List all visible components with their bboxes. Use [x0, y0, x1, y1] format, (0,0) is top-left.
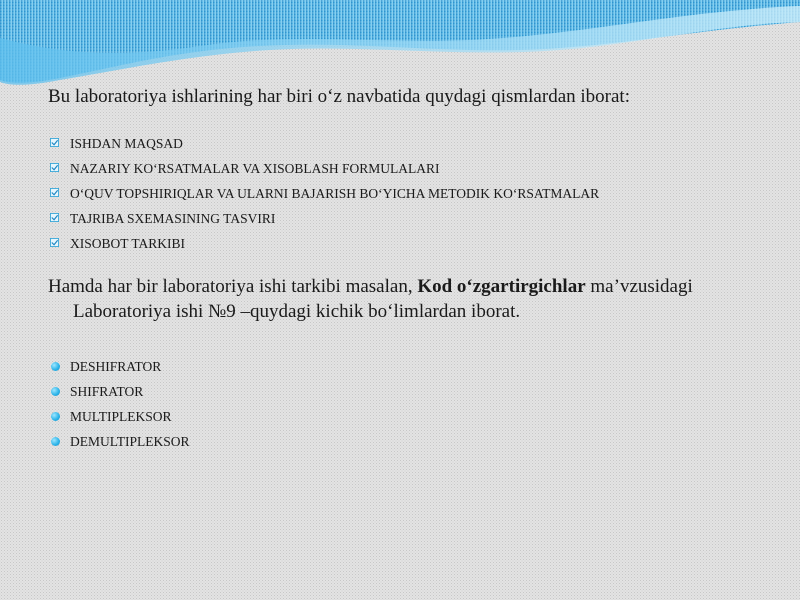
- round-bullet-icon: [51, 387, 60, 396]
- list-item-text: DESHIFRATOR: [70, 359, 162, 374]
- subsections-list: [48, 358, 748, 450]
- round-bullet-icon: [51, 362, 60, 371]
- list-item: [48, 408, 748, 425]
- list-item: [48, 235, 748, 252]
- list-item-text: SHIFRATOR: [70, 384, 144, 399]
- second-paragraph-end: ma’vzusidagi Laboratoriya ishi №9 –quydagi kichik bo‘limlardan iborat.: [73, 276, 693, 322]
- list-item: [48, 433, 748, 450]
- wave-header-decoration: [0, 0, 800, 90]
- checkbox-bullet-icon: [50, 213, 59, 222]
- list-item: [48, 383, 748, 400]
- checkbox-bullet-icon: [50, 188, 59, 197]
- round-bullet-icon: [51, 412, 60, 421]
- checkbox-bullet-icon: [50, 163, 59, 172]
- list-item: [48, 185, 748, 202]
- sections-list: [48, 135, 748, 252]
- list-item: [48, 135, 748, 152]
- second-paragraph-start: Hamda har bir laboratoriya ishi tarkibi masalan,: [48, 276, 418, 297]
- list-item-text: XISOBOT TARKIBI: [70, 236, 186, 251]
- list-item: [48, 210, 748, 227]
- list-item-text: O‘QUV TOPSHIRIQLAR VA ULARNI BAJARISH BO‘YICHA METODIK KO‘RSATMALAR: [70, 186, 600, 201]
- round-bullet-icon: [51, 437, 60, 446]
- list-item-text: TAJRIBA SXEMASINING TASVIRI: [70, 211, 276, 226]
- topic-bold-text: Kod o‘zgartirgichlar: [417, 276, 586, 297]
- list-item: [48, 358, 748, 375]
- second-paragraph: [48, 274, 748, 324]
- slide-content: [48, 84, 748, 458]
- checkbox-bullet-icon: [50, 238, 59, 247]
- list-item-text: MULTIPLEKSOR: [70, 409, 172, 424]
- intro-paragraph: Bu laboratoriya ishlarining har biri o‘z navbatida quydagi qismlardan iborat:: [48, 86, 630, 107]
- checkbox-bullet-icon: [50, 138, 59, 147]
- list-item-text: ISHDAN MAQSAD: [70, 136, 183, 151]
- list-item-text: NAZARIY KO‘RSATMALAR VA XISOBLASH FORMULALARI: [70, 161, 440, 176]
- list-item: [48, 160, 748, 177]
- list-item-text: DEMULTIPLEKSOR: [70, 434, 190, 449]
